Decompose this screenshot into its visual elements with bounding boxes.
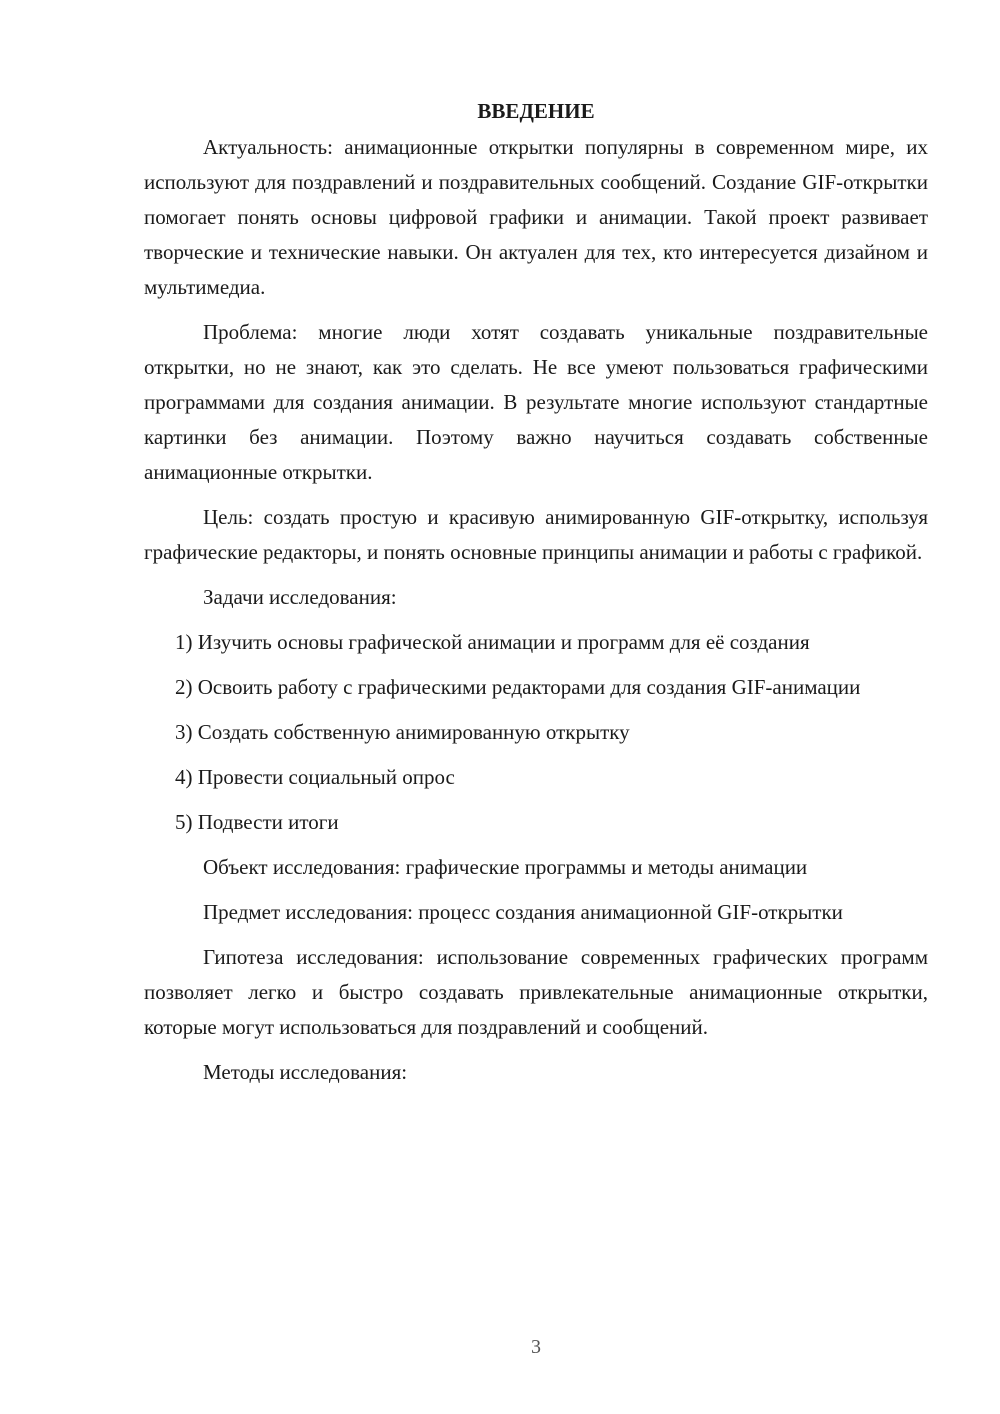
task-item-4: 4) Провести социальный опрос [175, 765, 455, 789]
document-page [144, 96, 928, 1100]
goal-paragraph: Цель: создать простую и красивую анимированную GIF-открытку, используя графические редакторы, и понять основные принципы анимации и работы с графикой. [144, 505, 928, 564]
tasks-heading: Задачи исследования: [203, 585, 397, 609]
object-paragraph: Объект исследования: графические программы и методы анимации [203, 855, 808, 879]
task-item-2: 2) Освоить работу с графическими редакторами для создания GIF-анимации [175, 675, 861, 699]
subject-paragraph: Предмет исследования: процесс создания анимационной GIF-открытки [203, 900, 843, 924]
methods-heading: Методы исследования: [203, 1060, 408, 1084]
task-item-5: 5) Подвести итоги [175, 810, 339, 834]
hypothesis-paragraph: Гипотеза исследования: использование современных графических программ позволяет легко и быстро создавать привлекательные анимационные открытки, которые могут использоваться для поздравлений и сообщений. [144, 945, 928, 1039]
task-item-3: 3) Создать собственную анимированную открытку [175, 720, 630, 744]
problem-paragraph: Проблема: многие люди хотят создавать уникальные поздравительные открытки, но не знают, как это сделать. Не все умеют пользоваться графическими программами для создания анимации. В результате многие используют стандартные картинки без анимации. Поэтому важно научиться создавать собственные анимационные открытки. [144, 320, 928, 484]
task-item-1: 1) Изучить основы графической анимации и программ для её создания [175, 630, 810, 654]
page-title: ВВЕДЕНИЕ [477, 99, 595, 123]
relevance-paragraph: Актуальность: анимационные открытки популярны в современном мире, их используют для поздравлений и поздравительных сообщений. Создание GIF-открытки помогает понять основы цифровой графики и анимации. Такой проект развивает творческие и технические навыки. Он актуален для тех, кто интересуется дизайном и мультимедиа. [144, 135, 928, 299]
page-number: 3 [531, 1336, 541, 1358]
